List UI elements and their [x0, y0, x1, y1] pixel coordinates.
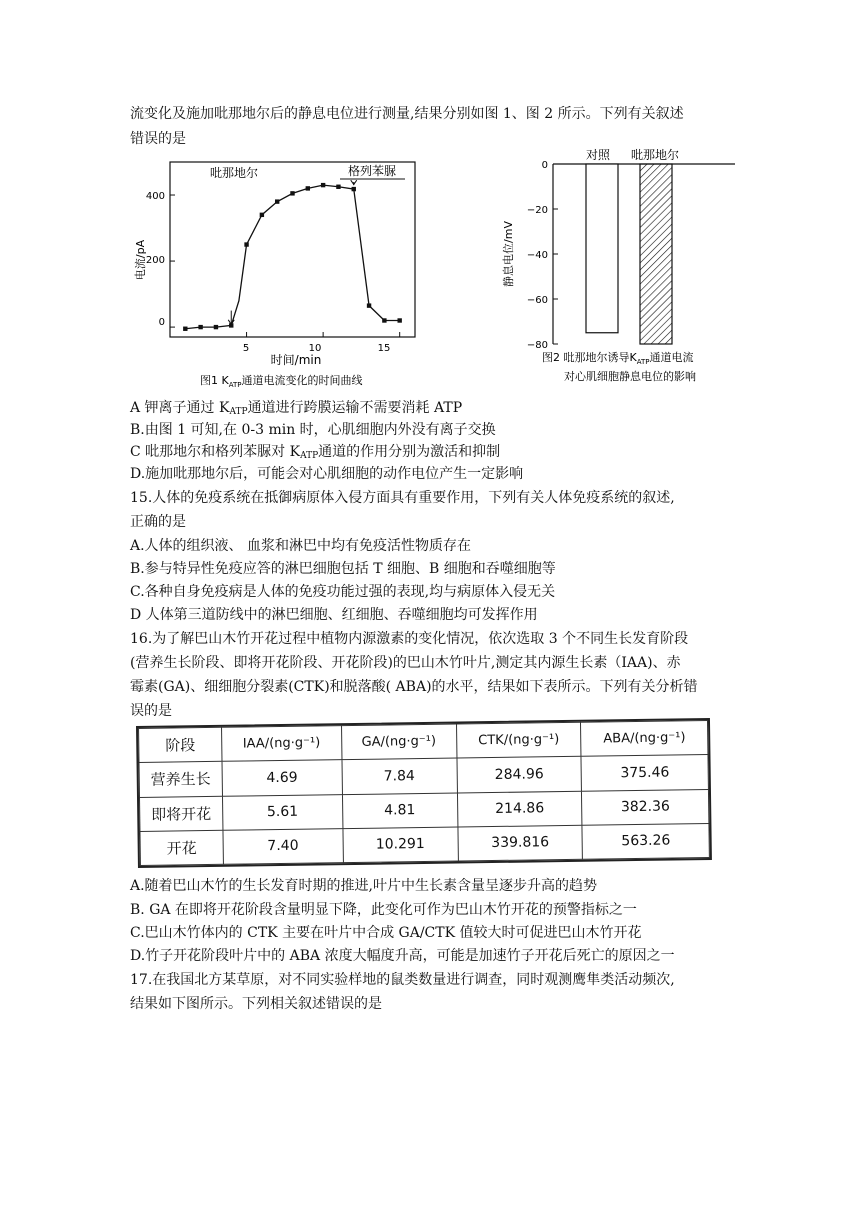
table-cell: 214.86 — [457, 791, 582, 827]
q15-option-b: B.参与特异性免疫应答的淋巴细胞包括 T 细胞、B 细胞和吞噬细胞等 — [130, 561, 556, 577]
q14-option-b: B.由图 1 可知,在 0-3 min 时，心肌细胞内外没有离子交换 — [130, 422, 496, 438]
q15-option-d: D 人体第三道防线中的淋巴细胞、红细胞、吞噬细胞均可发挥作用 — [130, 607, 538, 623]
figure-2 — [500, 148, 740, 388]
table-row — [140, 823, 709, 865]
q16-stem-2: (营养生长阶段、即将开花阶段、开花阶段)的巴山木竹叶片,测定其内源生长素（IAA)、赤 — [130, 655, 681, 671]
q17-stem-2: 结果如下图所示。下列相关叙述错误的是 — [130, 996, 382, 1012]
intro-line-2: 错误的是 — [130, 131, 186, 147]
figure-1-data-point — [183, 327, 187, 331]
q15-option-c: C.各种自身免疫病是人体的免疫功能过强的表现,均与病原体入侵无关 — [130, 584, 556, 600]
table-cell: 5.61 — [222, 794, 342, 830]
figure-1-ytick-200: 200 — [145, 255, 165, 266]
q16-option-c: C.巴山木竹体内的 CTK 主要在叶片中合成 GA/CTK 值较大时可促进巴山木竹开花 — [130, 925, 642, 941]
table-cell: 339.816 — [458, 825, 583, 861]
figure-1-data-point — [382, 318, 386, 322]
figure-2-ytick-40: −40 — [526, 250, 548, 261]
figure-2-control-label: 对照 — [585, 148, 611, 162]
figure-1-data-point — [214, 325, 218, 329]
table-cell: 开花 — [140, 830, 223, 865]
q16-option-b: B. GA 在即将开花阶段含量明显下降，此变化可作为巴山木竹开花的预警指标之一 — [130, 902, 637, 918]
q16-stem-1: 16.为了解巴山木竹开花过程中植物内源激素的变化情况，依次选取 3 个不同生长发育阶段 — [130, 631, 689, 647]
figure-1-data-point — [290, 191, 294, 195]
figure-1-xtick-15: 15 — [377, 343, 391, 354]
table-cell: 营养生长 — [139, 762, 222, 797]
q16-stem-3: 霉素(GA)、细细胞分裂素(CTK)和脱落酸( ABA)的水平，结果如下表所示。下列有关分析错 — [130, 679, 698, 695]
figure-2-chart — [500, 148, 740, 388]
table-cell: 563.26 — [582, 823, 709, 859]
figure-1-data-point — [244, 242, 248, 246]
figure-2-ytick-80: −80 — [526, 340, 548, 351]
figure-2-ylabel: 静息电位/mV — [502, 221, 515, 287]
table-cell: 7.84 — [342, 758, 458, 794]
q16-option-d: D.竹子开花阶段叶片中的 ABA 浓度大幅度升高，可能是加速竹子开花后死亡的原因之一 — [130, 948, 675, 964]
figure-1 — [130, 152, 420, 392]
table-cell: 7.40 — [223, 828, 343, 864]
figure-1-xtick-5: 5 — [242, 343, 250, 354]
table-cell: 10.291 — [342, 827, 458, 863]
table-cell: 375.46 — [581, 755, 708, 791]
figure-2-bar-drug — [640, 164, 672, 344]
q14-option-a: A 钾离子通过 $K_{ATP}$通道进行跨膜运输不需要消耗 ATP — [130, 400, 463, 417]
figure-2-ytick-60: −60 — [526, 295, 548, 306]
table-cell: 284.96 — [457, 757, 582, 793]
intro-line-1: 流变化及施加吡那地尔后的静息电位进行测量,结果分别如图 1、图 2 所示。下列有关叙述 — [130, 106, 684, 122]
figure-2-drug-label: 吡那地尔 — [630, 148, 680, 162]
figure-1-xlabel: 时间/min — [270, 353, 322, 367]
figure-1-data-point — [367, 303, 371, 307]
table-header-cell: 阶段 — [139, 727, 222, 762]
figure-1-ytick-400: 400 — [145, 191, 165, 202]
q16-stem-4: 误的是 — [130, 703, 172, 719]
table-cell: 4.69 — [222, 760, 342, 796]
figure-1-ylabel: 电流/pA — [134, 239, 147, 281]
figure-2-ytick-0: 0 — [541, 160, 548, 171]
figure-1-drug2-label: 格列苯脲 — [347, 164, 397, 178]
figure-1-caption: 图1 $K_{ATP}$通道电流变化的时间曲线 — [200, 374, 363, 389]
table-cell: 382.36 — [582, 789, 709, 825]
table-cell: 即将开花 — [139, 796, 222, 831]
figure-1-ytick-0: 0 — [158, 317, 165, 328]
figure-1-data-point — [336, 185, 340, 189]
figure-1-data-point — [352, 187, 356, 191]
table-cell: 4.81 — [342, 793, 458, 829]
q14-option-d: D.施加吡那地尔后，可能会对心肌细胞的动作电位产生一定影响 — [130, 466, 524, 482]
figure-1-data-point — [321, 183, 325, 187]
figure-1-chart — [130, 152, 420, 392]
figure-1-data-point — [275, 199, 279, 203]
figure-1-data-point — [397, 318, 401, 322]
figure-2-bar-control — [586, 164, 618, 333]
figure-1-frame — [170, 162, 415, 337]
table-header-cell: IAA/(ng·g⁻¹) — [222, 726, 342, 762]
figure-2-ytick-20: −20 — [526, 205, 548, 216]
table-header-cell: GA/(ng·g⁻¹) — [341, 724, 457, 760]
figure-1-data-point — [260, 213, 264, 217]
q16-option-a: A.随着巴山木竹的生长发育时期的推进,叶片中生长素含量呈逐步升高的趋势 — [130, 878, 598, 894]
q14-option-c: C 吡那地尔和格列苯脲对 $K_{ATP}$通道的作用分别为激活和抑制 — [130, 444, 501, 461]
q15-stem-2: 正确的是 — [130, 514, 186, 530]
table-header-cell: ABA/(ng·g⁻¹) — [581, 721, 708, 757]
q15-stem-1: 15.人体的免疫系统在抵御病原体入侵方面具有重要作用，下列有关人体免疫系统的叙述, — [130, 490, 675, 506]
table-header-cell: CTK/(ng·g⁻¹) — [456, 722, 581, 758]
figure-2-caption-line-1: 图2 吡那地尔诱导$K_{ATP}$通道电流 — [542, 351, 694, 366]
q17-stem-1: 17.在我国北方某草原，对不同实验样地的鼠类数量进行调查，同时观测鹰隼类活动频次, — [130, 972, 675, 988]
figure-1-data-point — [198, 325, 202, 329]
q16-table — [136, 718, 712, 868]
figure-1-data-point — [306, 186, 310, 190]
q15-option-a: A.人体的组织液、 血浆和淋巴中均有免疫活性物质存在 — [130, 538, 472, 554]
figure-2-caption-line-2: 对心肌细胞静息电位的影响 — [564, 370, 696, 383]
figure-1-xtick-10: 10 — [308, 343, 322, 354]
figure-1-drug1-label: 吡那地尔 — [209, 166, 259, 180]
